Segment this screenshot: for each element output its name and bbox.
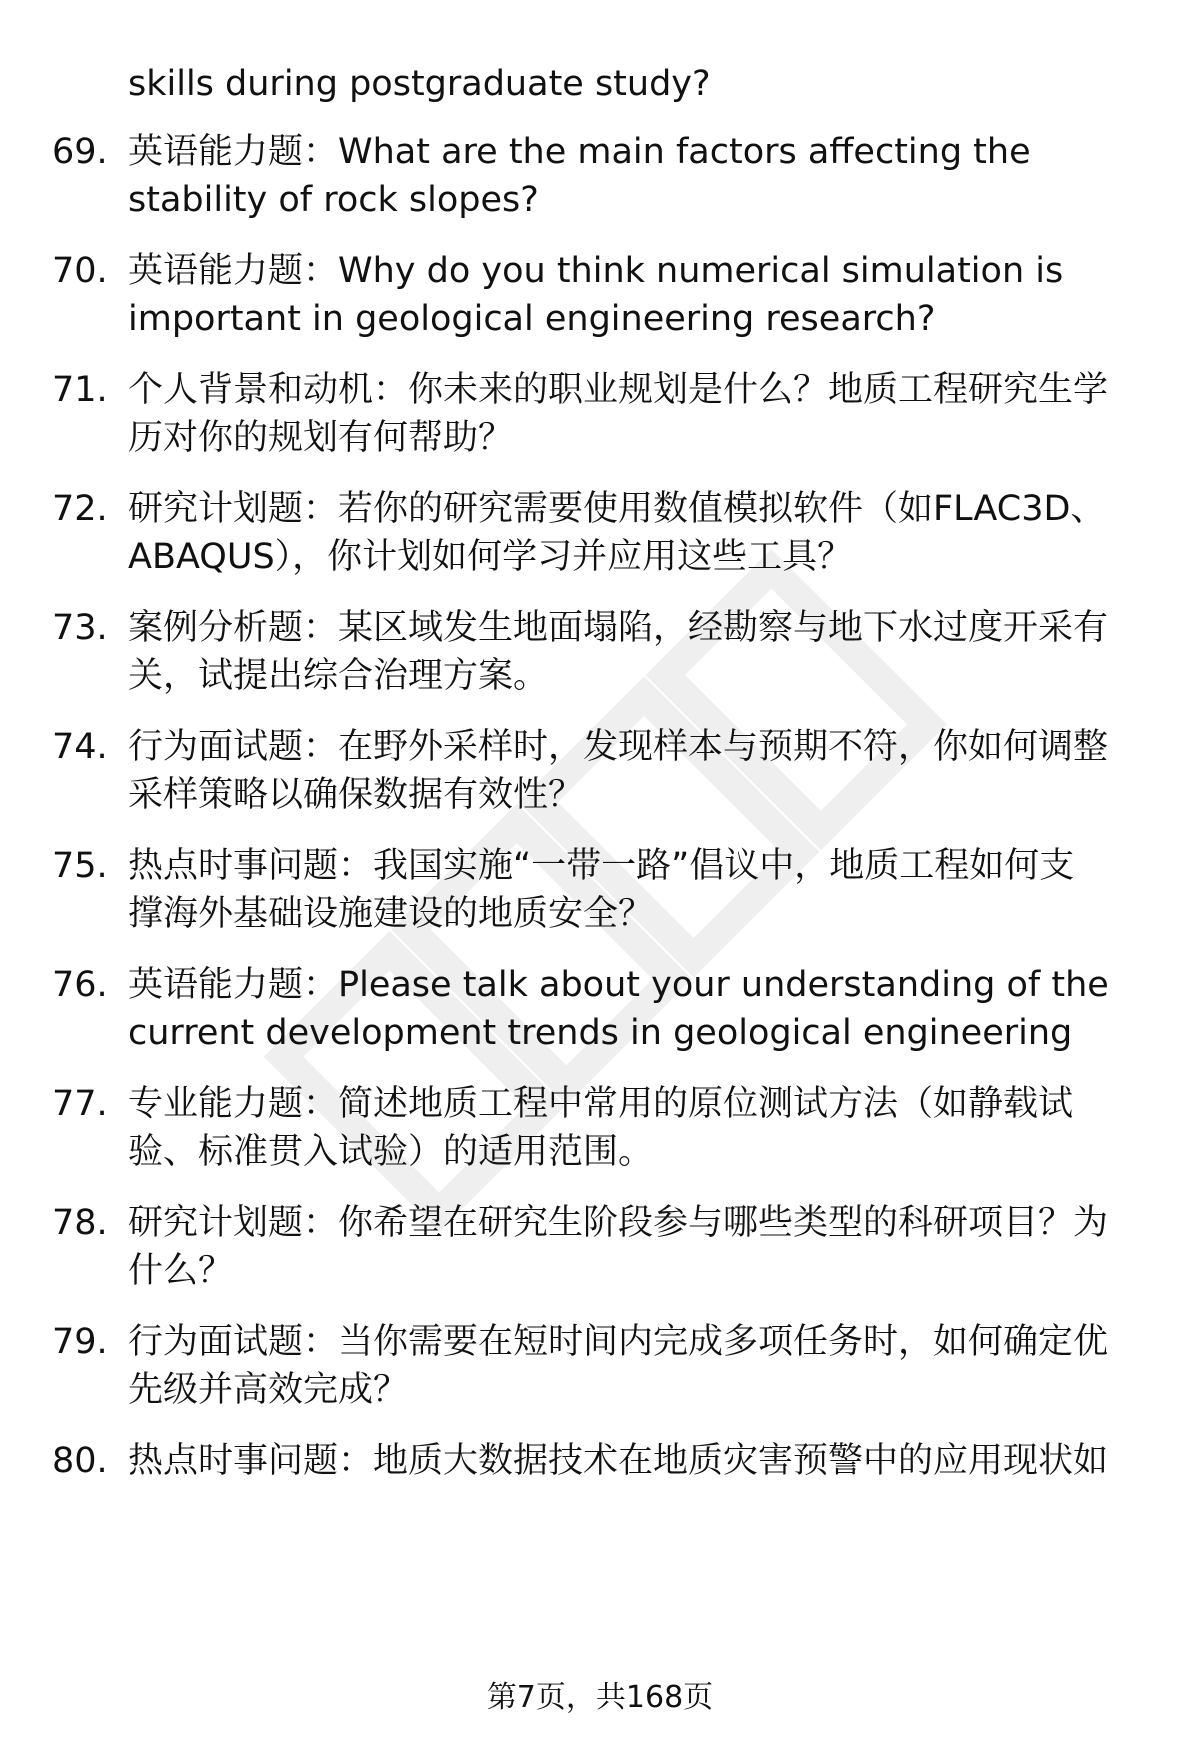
question-text-line: 英语能力题：Please talk about your understanding of the (128, 965, 1109, 1005)
question-text-line: ABAQUS），你计划如何学习并应用这些工具？ (128, 537, 853, 577)
question-number: 70. (52, 251, 108, 291)
question-text-line: stability of rock slopes? (128, 180, 539, 220)
page-footer: 第7页，共168页 (486, 1680, 714, 1715)
question-text-line: 研究计划题：若你的研究需要使用数值模拟软件（如FLAC3D、 (128, 489, 1106, 529)
question-text-line: 采样策略以确保数据有效性？ (128, 775, 584, 815)
question-text-line: 案例分析题：某区域发生地面塌陷，经勘察与地下水过度开采有 (128, 608, 1109, 648)
question-text-line: 行为面试题：在野外采样时，发现样本与预期不符，你如何调整 (128, 727, 1109, 767)
question-number: 77. (52, 1084, 108, 1124)
question-text-line: 英语能力题：Why do you think numerical simulation is (128, 251, 1064, 291)
question-text-line: 先级并高效完成？ (128, 1370, 409, 1410)
question-text-line: 历对你的规划有何帮助？ (128, 418, 514, 458)
question-text-line: 什么？ (128, 1251, 234, 1291)
question-text-line: current development trends in geological engineering (128, 1013, 1073, 1053)
question-number: 71. (52, 370, 108, 410)
question-text-line: 热点时事问题：我国实施“一带一路”倡议中，地质工程如何支 (128, 846, 1075, 886)
question-text-line: 撑海外基础设施建设的地质安全？ (128, 894, 654, 934)
question-text-line: 个人背景和动机：你未来的职业规划是什么？地质工程研究生学 (128, 370, 1109, 410)
question-number: 78. (52, 1203, 108, 1243)
question-number: 79. (52, 1322, 108, 1362)
question-text-line: 英语能力题：What are the main factors affecting the (128, 132, 1031, 172)
question-number: 69. (52, 132, 108, 172)
question-number: 75. (52, 846, 108, 886)
question-text-line: 研究计划题：你希望在研究生阶段参与哪些类型的科研项目？为 (128, 1203, 1109, 1243)
question-number: 72. (52, 489, 108, 529)
question-number: 73. (52, 608, 108, 648)
question-text-line: 验、标准贯入试验）的适用范围。 (128, 1132, 654, 1172)
question-number: 76. (52, 965, 108, 1005)
question-text-line: 行为面试题：当你需要在短时间内完成多项任务时，如何确定优 (128, 1322, 1109, 1362)
question-text-line: 关，试提出综合治理方案。 (128, 656, 549, 696)
question-text-line: 热点时事问题：地质大数据技术在地质灾害预警中的应用现状如 (128, 1441, 1109, 1481)
question-text-line: 专业能力题：简述地质工程中常用的原位测试方法（如静载试 (128, 1084, 1074, 1124)
continuation-text: skills during postgraduate study? (128, 64, 711, 104)
question-number: 80. (52, 1441, 108, 1481)
question-text-line: important in geological engineering research? (128, 299, 936, 339)
question-number: 74. (52, 727, 108, 767)
